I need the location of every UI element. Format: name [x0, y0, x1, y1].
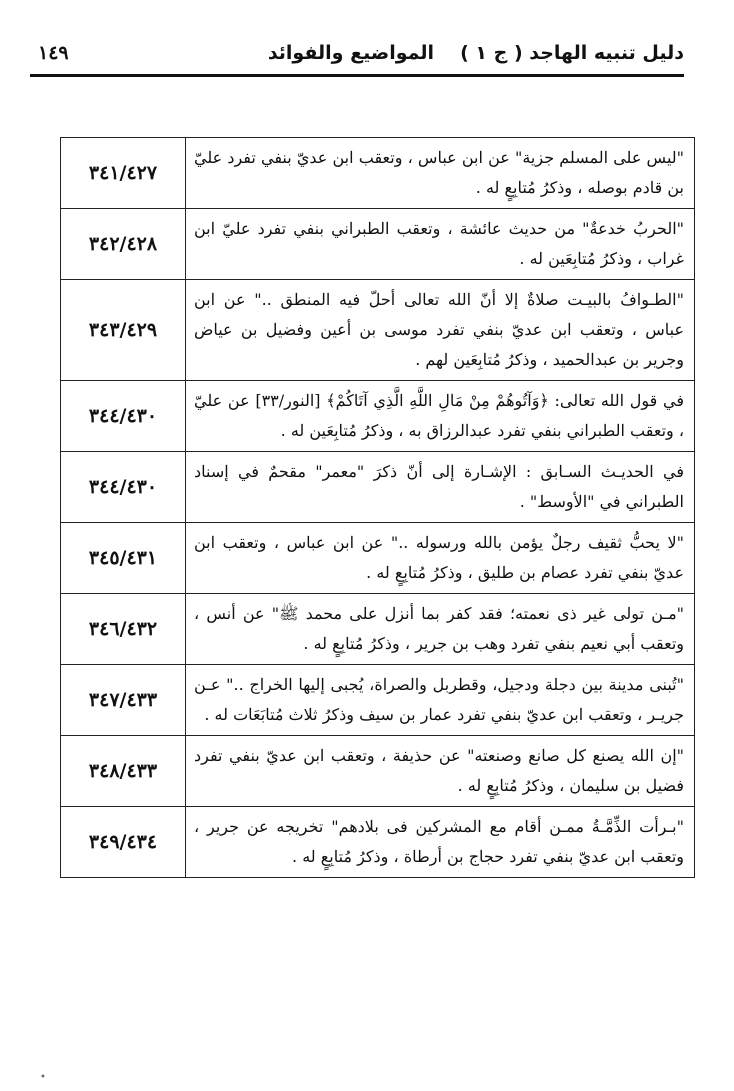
entry-text: "ليس على المسلم جزية" عن ابن عباس ، وتعقب ابن عديّ بنفي تفرد عليّ بن قادم بوصله ، وذكرُ مُتابِعٍ له . [186, 138, 695, 209]
entry-text: "الحربُ خدعةٌ" من حديث عائشة ، وتعقب الطبراني بنفي تفرد عليّ ابن غراب ، وذكرُ مُتابِعَين له . [186, 209, 695, 280]
table-row [61, 523, 695, 594]
table-row [61, 452, 695, 523]
entry-reference: ٣٤٤/٤٣٠ [61, 452, 186, 523]
table-row [61, 381, 695, 452]
table-row [61, 665, 695, 736]
page-mark: • [40, 1072, 46, 1083]
entry-text: "إن الله يصنع كل صانع وصنعته" عن حذيفة ، وتعقب ابن عديّ بنفي تفرد فضيل بن سليمان ، وذكرُ مُتابِعٍ له . [186, 736, 695, 807]
entry-text: "مـن تولى غير ذى نعمته؛ فقد كفر بما أنزل على محمد ﷺ" عن أنس ، وتعقب أبي نعيم بنفي تفرد وهب بن جرير ، وذكرُ مُتابِعٍ له . [186, 594, 695, 665]
table-row [61, 807, 695, 878]
entry-reference: ٣٤٧/٤٣٣ [61, 665, 186, 736]
entry-reference: ٣٤٥/٤٣١ [61, 523, 186, 594]
entry-text: في الحديـث السـابق : الإشـارة إلى أنّ ذكرَ "معمر" مقحمٌ في إسناد الطبراني في "الأوسط" . [186, 452, 695, 523]
index-table [60, 137, 695, 878]
entry-reference: ٣٤٤/٤٣٠ [61, 381, 186, 452]
header-rule [30, 74, 684, 77]
section-title: المواضيع والفوائد [267, 42, 434, 64]
entry-reference: ٣٤١/٤٢٧ [61, 138, 186, 209]
book-title: دليل تنبيه الهاجد ( ج ١ ) [460, 42, 684, 64]
entry-text: "تُبنى مدينة بين دجلة ودجيل، وقطربل والصراة، يُجبى إليها الخراج .." عـن جريـر ، وتعقب ابن عديّ بنفي تفرد عمار بن سيف وذكرُ ثلاث مُتابَعَات له . [186, 665, 695, 736]
entry-reference: ٣٤٨/٤٣٣ [61, 736, 186, 807]
table-row [61, 594, 695, 665]
entry-reference: ٣٤٦/٤٣٢ [61, 594, 186, 665]
entry-text: "لا يحبُّ ثقيف رجلٌ يؤمن بالله ورسوله .." عن ابن عباس ، وتعقب ابن عديّ بنفي تفرد عصام بن طليق ، وذكرُ مُتابِعٍ له . [186, 523, 695, 594]
running-header [30, 38, 684, 72]
entry-text: "بـرأت الذِّمَّـةُ ممـن أقام مع المشركين فى بلادهم" تخريجه عن جرير ، وتعقب ابن عديّ بنفي تفرد حجاج بن أرطاة ، وذكرُ مُتابِعٍ له . [186, 807, 695, 878]
entry-text: "الطـوافُ بالبيـت صلاةٌ إلا أنّ الله تعالى أحلّ فيه المنطق .." عن ابن عباس ، وتعقب ابن عديّ بنفي تفرد موسى بن أعين وفضيل بن عياض وجرير بن عبدالحميد ، وذكرُ مُتابِعَين لهم . [186, 280, 695, 381]
entry-reference: ٣٤٩/٤٣٤ [61, 807, 186, 878]
table-row [61, 209, 695, 280]
table-row [61, 138, 695, 209]
entry-text: في قول الله تعالى: ﴿وَآتُوهُمْ مِنْ مَالِ اللَّهِ الَّذِي آتَاكُمْ﴾ [النور/٣٣] عن عليّ ، وتعقب الطبراني بنفي تفرد عبدالرزاق به ، وذكرُ مُتابِعَين له . [186, 381, 695, 452]
entry-reference: ٣٤٢/٤٢٨ [61, 209, 186, 280]
table-row [61, 736, 695, 807]
entry-reference: ٣٤٣/٤٢٩ [61, 280, 186, 381]
table-row [61, 280, 695, 381]
page-number: ١٤٩ [38, 42, 69, 64]
